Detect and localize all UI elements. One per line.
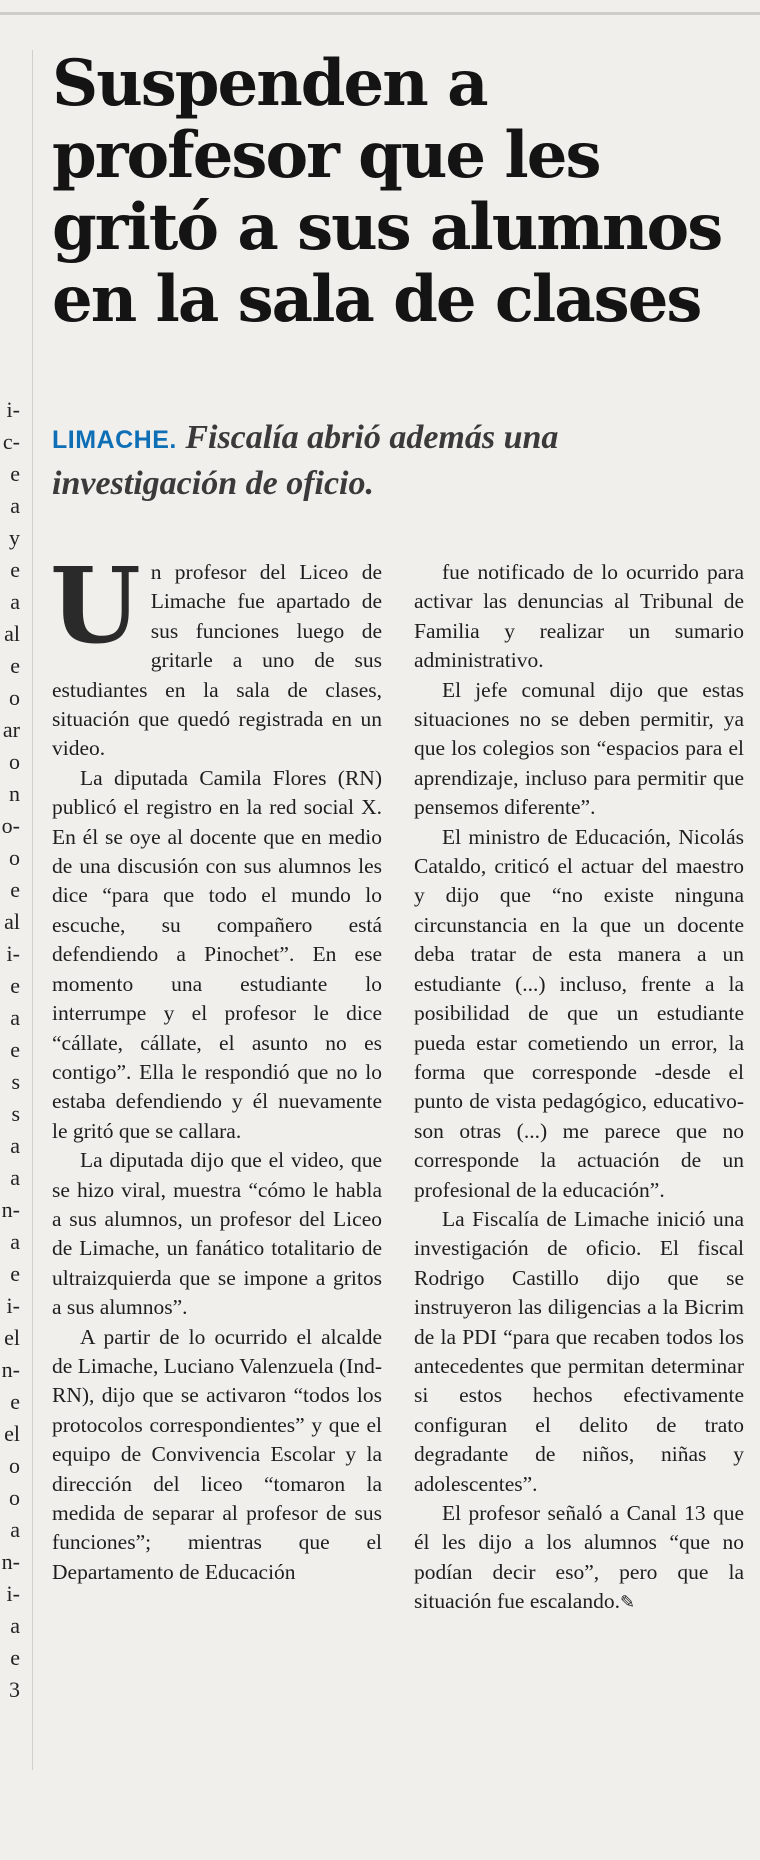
paragraph-text: El jefe comunal dijo que estas situaciones no se deben permitir, ya que los colegios son “espacios para el aprendizaje, incluso para permitir que pensemos diferente”. xyxy=(414,677,744,820)
paragraph-text: La Fiscalía de Limache inició una investigación de oficio. El fiscal Rodrigo Castillo dijo que se instruyeron las diligencias a la Bicrim de la PDI “para que recaben todos los antecedentes que permitan determinar si estos hechos efectivamente configuran el delito de trato degradante de niños, niñas y adolescentes”. xyxy=(414,1206,744,1496)
paragraph-text: A partir de lo ocurrido el alcalde de Limache, Luciano Valenzuela (Ind-RN), dijo que se activaron “todos los protocolos correspondientes” y que el equipo de Convivencia Escolar y la dirección del liceo “tomaron la medida de separar al profesor de sus funciones”; mientras que el Departamento de Educación xyxy=(52,1324,382,1584)
fragment-text: o xyxy=(9,749,20,774)
article-paragraph xyxy=(52,764,382,1146)
fragment-text: a xyxy=(10,1133,20,1158)
fragment-text: o xyxy=(9,845,20,870)
subhead-text: Fiscalía abrió además una investigación de oficio. xyxy=(52,419,559,502)
fragment-text: el xyxy=(4,1421,20,1446)
fragment-text: e xyxy=(10,1389,20,1414)
fragment-text: al xyxy=(4,909,20,934)
paragraph-text: fue notificado de lo ocurrido para activar las denuncias al Tribunal de Familia y realizar un sumario administrativo. xyxy=(414,560,744,673)
subheadline xyxy=(52,416,742,506)
fragment-text: n- xyxy=(1,1357,20,1382)
fragment-text: a xyxy=(10,1517,20,1542)
article-paragraph xyxy=(52,1323,382,1588)
fragment-text: a xyxy=(10,1613,20,1638)
fragment-text: o xyxy=(9,1453,20,1478)
fragment-text: o- xyxy=(1,813,20,838)
fragment-text: al xyxy=(4,621,20,646)
previous-article-fragments xyxy=(0,395,26,1765)
paragraph-text: La diputada Camila Flores (RN) publicó el registro en la red social X. En él se oye al docente que en medio de una discusión con sus alumnos les dice “para que todo el mundo lo escuche, su compañero está defendiendo a Pinochet”. En ese momento una estudiante lo interrumpe y el profesor le dice “cállate, cállate, el asunto no es contigo”. Ella le respondió que no lo estaba defendiendo y él nuevamente le gritó que se callara. xyxy=(52,765,382,1143)
fragment-text: i- xyxy=(6,397,20,422)
fragment-text: a xyxy=(10,1229,20,1254)
article-paragraph xyxy=(414,823,744,1205)
fragment-text: a xyxy=(10,1165,20,1190)
fragment-text: e xyxy=(10,653,20,678)
fragment-text: a xyxy=(10,589,20,614)
body-column-left xyxy=(50,544,382,1587)
article-paragraph xyxy=(414,676,744,823)
article-paragraph xyxy=(414,1205,744,1499)
column-divider xyxy=(32,50,33,1770)
fragment-text: e xyxy=(10,877,20,902)
paragraph-text: El ministro de Educación, Nicolás Cataldo, criticó el actuar del maestro y dijo que “no existe ninguna circunstancia en la que un docente deba tratar de esta manera a un estudiante (...) incluso, frente a la posibilidad de que un estudiante pueda estar cometiendo un error, la forma que corresponde -desde el punto de vista pedagógico, educativo- son otras (...) me parece que no corresponde la actuación de un profesional de la educación”. xyxy=(414,824,744,1202)
fragment-text: a xyxy=(10,493,20,518)
fragment-text: e xyxy=(10,1645,20,1670)
article-paragraph xyxy=(52,1146,382,1322)
top-rule xyxy=(0,12,760,15)
paragraph-text: n profesor del Liceo de Limache fue apartado de sus funciones luego de gritarle a uno de sus estudiantes en la sala de clases, situación que quedó registrada en un video. xyxy=(52,560,382,761)
paragraph-text: La diputada dijo que el video, que se hizo viral, muestra “cómo le habla a sus alumnos, un profesor del Liceo de Limache, un fanático totalitario de ultraizquierda que se impone a gritos a sus alumnos”. xyxy=(52,1148,382,1320)
article-paragraph xyxy=(414,558,744,676)
fragment-text: n- xyxy=(1,1549,20,1574)
paragraph-text: El profesor señaló a Canal 13 que él les dijo a los alumnos “que no podían decir eso”, pero que la situación fue escalando. xyxy=(414,1501,744,1614)
end-mark-icon: ✎ xyxy=(619,1592,636,1614)
fragment-text: el xyxy=(4,1325,20,1350)
fragment-text: c- xyxy=(2,429,20,454)
fragment-text: n- xyxy=(1,1197,20,1222)
headline: Suspenden a profesor que les gritó a sus alumnos en la sala de clases xyxy=(52,46,722,337)
fragment-text: y xyxy=(9,525,20,550)
fragment-text: 3 xyxy=(9,1677,20,1702)
fragment-text: i- xyxy=(6,1581,20,1606)
fragment-text: e xyxy=(10,461,20,486)
fragment-text: e xyxy=(10,557,20,582)
fragment-text: n xyxy=(9,781,20,806)
article-paragraph xyxy=(50,544,382,764)
fragment-text: i- xyxy=(6,1293,20,1318)
kicker-location: LIMACHE. xyxy=(52,426,177,454)
fragment-text: s xyxy=(11,1101,20,1126)
fragment-text: o xyxy=(9,685,20,710)
article-paragraph xyxy=(414,1499,744,1618)
fragment-text: e xyxy=(10,1037,20,1062)
body-column-right xyxy=(414,558,744,1618)
drop-cap: U xyxy=(50,544,141,667)
fragment-text: o xyxy=(9,1485,20,1510)
fragment-text: a xyxy=(10,1005,20,1030)
fragment-text: e xyxy=(10,1261,20,1286)
fragment-text: i- xyxy=(6,941,20,966)
fragment-text: s xyxy=(11,1069,20,1094)
fragment-text: e xyxy=(10,973,20,998)
fragment-text: ar xyxy=(2,717,20,742)
